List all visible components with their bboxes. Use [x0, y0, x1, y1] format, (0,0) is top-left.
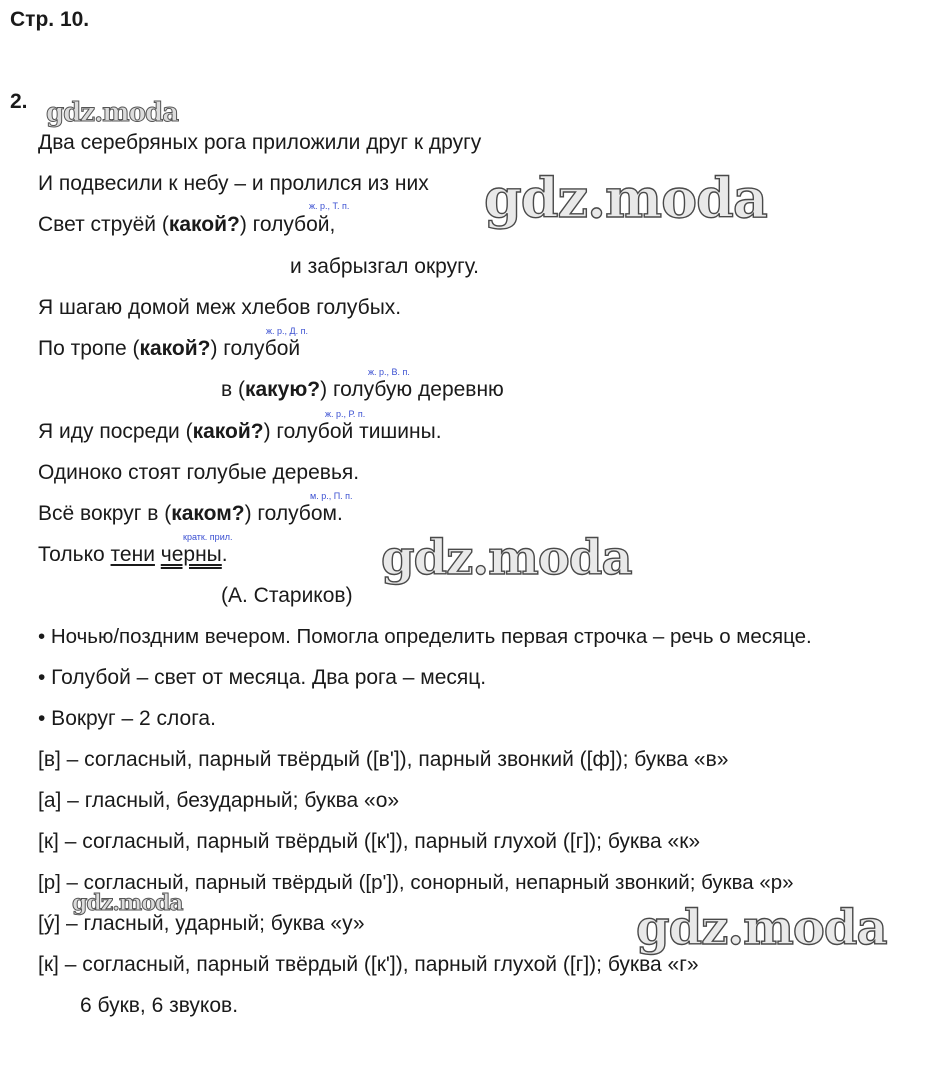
watermark-logo: gdz.moda	[636, 900, 887, 956]
grammar-note: ж. р., Д. п.	[266, 326, 308, 336]
watermark-logo: gdz.moda	[72, 890, 183, 916]
watermark-logo: gdz.moda	[484, 166, 767, 230]
watermark-logo: gdz.moda	[381, 530, 632, 586]
phonetic-line: [р] – согласный, парный твёрдый ([р']), сонорный, непарный звонкий; буква «р»	[38, 871, 794, 894]
grammar-note: ж. р., Р. п.	[325, 409, 366, 419]
summary-line: 6 букв, 6 звуков.	[80, 994, 239, 1017]
poem-line: И подвесили к небу – и пролился из них	[38, 172, 429, 195]
poem-line: Свет струёй (какой?) голубой,	[38, 213, 336, 236]
poem-line: в (какую?) голубую деревню	[221, 378, 504, 401]
phonetic-line: [в] – согласный, парный твёрдый ([в']), парный звонкий ([ф]); буква «в»	[38, 748, 729, 771]
task-number: 2.	[10, 90, 28, 113]
grammar-note: ж. р., В. п.	[368, 367, 410, 377]
phonetic-line: [к] – согласный, парный твёрдый ([к']), парный глухой ([г]); буква «к»	[38, 830, 701, 853]
answer-line: • Вокруг – 2 слога.	[38, 707, 216, 730]
phonetic-line: [а] – гласный, безударный; буква «о»	[38, 789, 400, 812]
poem-line: Одиноко стоят голубые деревья.	[38, 461, 360, 484]
watermark-logo: gdz.moda	[46, 98, 179, 128]
poem-line: Я шагаю домой меж хлебов голубых.	[38, 296, 402, 319]
answer-line: • Голубой – свет от месяца. Два рога – месяц.	[38, 666, 487, 689]
predicate-word: черны	[160, 543, 222, 566]
poem-line: Всё вокруг в (каком?) голубом.	[38, 502, 343, 525]
grammar-note: ж. р., Т. п.	[309, 201, 350, 211]
poem-line: Только тени черны.	[38, 543, 228, 566]
subject-word: тени	[110, 543, 155, 566]
poem-line: Два серебряных рога приложили друг к другу	[38, 131, 482, 154]
phonetic-line: [к] – согласный, парный твёрдый ([к']), парный глухой ([г]); буква «г»	[38, 953, 699, 976]
grammar-note: м. р., П. п.	[310, 491, 353, 501]
poem-line: По тропе (какой?) голубой	[38, 337, 301, 360]
page-title: Стр. 10.	[10, 8, 90, 31]
phonetic-line: [ý] – гласный, ударный; буква «у»	[38, 912, 365, 935]
poem-line: и забрызгал округу.	[290, 255, 479, 278]
poem-author: (А. Стариков)	[221, 584, 353, 607]
answer-line: • Ночью/поздним вечером. Помогла определить первая строчка – речь о месяце.	[38, 625, 812, 648]
poem-line: Я иду посреди (какой?) голубой тишины.	[38, 420, 442, 443]
grammar-note: кратк. прил.	[183, 532, 233, 542]
